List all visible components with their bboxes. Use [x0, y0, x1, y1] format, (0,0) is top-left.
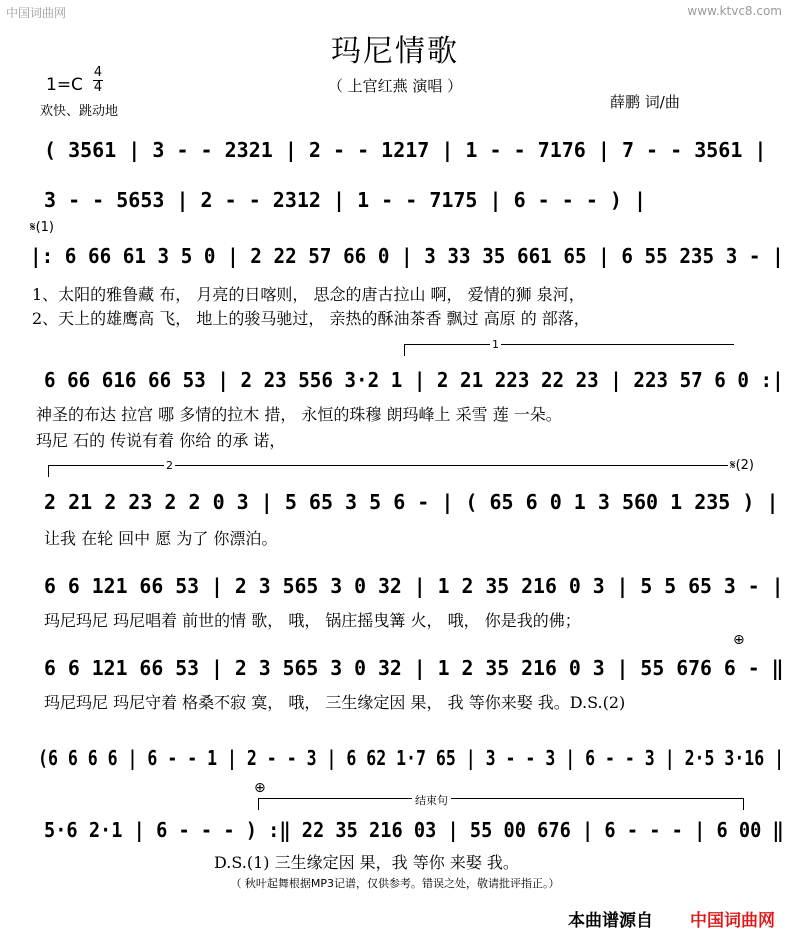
segno-2-mark: 𝄋(2) — [730, 458, 755, 473]
volta-2-label: 2 — [166, 459, 173, 472]
lyrics-verse-2b: 玛尼 石的 传说有着 你给 的承 诺， — [36, 431, 286, 450]
song-title: 玛尼情歌 — [331, 34, 459, 69]
lyrics-verse-2a: 2、天上的雄鹰高 飞， 地上的骏马驰过， 亲热的酥油茶香 飘过 高原 的 部落， — [32, 309, 590, 328]
watermark-right: www.ktvc8.com — [687, 4, 782, 18]
key-signature: 1=C — [46, 75, 83, 95]
lyrics-line-5: 让我 在轮 回中 愿 为了 你漂泊。 — [44, 529, 278, 548]
volta-1-left-tick — [404, 344, 405, 356]
notation-line-8: (6 6 6 6 | 6 - - 1 | 2 - - 3 | 6 62 1·7 65 | 3 - - 3 | 6 - - 3 | 2·5 3·16 | — [38, 746, 785, 770]
ending-right-tick — [743, 798, 744, 810]
notation-line-6: 6 6 121 66 53 | 2 3 565 3 0 32 | 1 2 35 216 0 3 | 5 5 65 3 - | — [44, 574, 784, 598]
source-label: 本曲谱源自 — [568, 911, 653, 931]
watermark-left: 中国词曲网 — [6, 6, 67, 20]
ending-left-tick — [258, 798, 259, 810]
lyrics-chorus-2: 玛尼玛尼 玛尼守着 格桑不寂 寞， 哦， 三生缘定因 果， 我 等你来娶 我。D.S.(2) — [44, 693, 626, 712]
coda-mark-2: ⊕ — [254, 780, 266, 796]
coda-mark-1: ⊕ — [733, 632, 745, 648]
ending-bracket — [258, 798, 744, 799]
tempo-marking: 欢快、跳动地 — [40, 104, 119, 119]
notation-line-9: 5·6 2·1 | 6 - - - ) :‖ 22 35 216 03 | 55 00 676 | 6 - - - | 6 00 ‖ — [44, 818, 784, 842]
volta-1-label: 1 — [492, 338, 499, 351]
notation-line-1: ( 3561 | 3 - - 2321 | 2 - - 1217 | 1 - - 7176 | 7 - - 3561 | — [44, 138, 767, 162]
volta-1-bracket — [404, 344, 734, 345]
time-sig-bottom: 4 — [93, 80, 103, 95]
time-signature — [93, 66, 103, 95]
lyrics-verse-1a: 1、太阳的雅鲁藏 布， 月亮的日喀则， 思念的唐古拉山 啊， 爱情的狮 泉河， — [32, 285, 585, 304]
notation-line-2: 3 - - 5653 | 2 - - 2312 | 1 - - 7175 | 6 - - - ) | — [44, 188, 647, 212]
notation-line-3: |: 6 66 61 3 5 0 | 2 22 57 66 0 | 3 33 35 661 65 | 6 55 235 3 - | — [30, 244, 784, 268]
lyrics-verse-1b: 神圣的布达 拉宫 哪 多情的拉木 措， 永恒的珠穆 朗玛峰上 采雪 莲 一朵。 — [36, 405, 562, 424]
volta-2-left-tick — [48, 465, 49, 477]
notation-line-7: 6 6 121 66 53 | 2 3 565 3 0 32 | 1 2 35 216 0 3 | 55 676 6 - ‖ — [44, 656, 784, 680]
lyrics-chorus-1: 玛尼玛尼 玛尼唱着 前世的情 歌， 哦， 锅庄摇曳篝 火， 哦， 你是我的佛； — [44, 611, 581, 630]
transcriber-note: （ 秋叶起舞根据MP3记谱，仅供参考。错误之处，敬请批评指正。） — [230, 877, 560, 890]
volta-2-bracket — [48, 465, 728, 466]
author-credit: 薛鹏 词/曲 — [610, 93, 680, 111]
ending-label: 结束句 — [412, 792, 451, 808]
lyrics-ending: D.S.(1) 三生缘定因 果，我 等你 来娶 我。 — [214, 853, 519, 872]
source-site: 中国词曲网 — [690, 911, 775, 931]
time-sig-top: 4 — [93, 65, 103, 80]
notation-line-4: 6 66 616 66 53 | 2 23 556 3·2 1 | 2 21 223 22 23 | 223 57 6 0 :| — [44, 368, 784, 392]
segno-1-mark: 𝄋(1) — [30, 220, 55, 235]
singer-credit: （ 上官红燕 演唱 ） — [327, 77, 463, 95]
notation-line-5: 2 21 2 23 2 2 0 3 | 5 65 3 5 6 - | ( 65 6 0 1 3 560 1 235 ) | — [44, 490, 779, 514]
